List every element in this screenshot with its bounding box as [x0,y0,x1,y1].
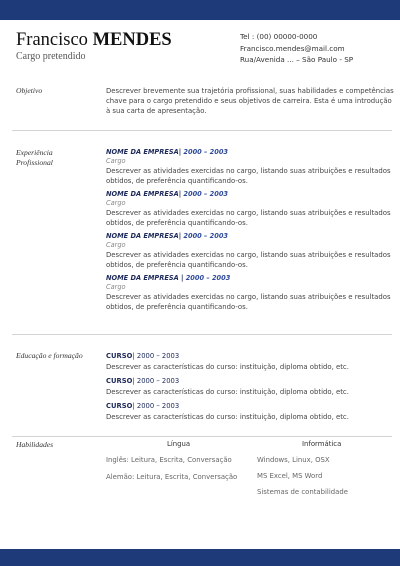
course-title [106,351,396,362]
education-label: Educação e formação [16,351,83,360]
objective-label: Objetivo [16,86,43,95]
job-role: Cargo [106,199,126,207]
job-period: 2000 – 2003 [183,190,228,198]
course-entry [106,376,396,397]
address: Rua/Avenida ... – São Paulo - SP [240,55,354,64]
last-name: MENDES [92,30,172,50]
course-name: CURSO [106,377,133,385]
top-accent-bar [0,0,400,20]
course-title [106,401,396,412]
job-period: 2000 – 2003 [183,148,228,156]
experience-label [16,148,53,168]
course-description: Descrever as características do curso: instituição, diploma obtido, etc. [106,413,349,421]
target-role: Cargo pretendido [16,51,86,62]
course-entry [106,401,396,422]
education-list [106,351,396,426]
job-entry [106,273,396,312]
job-entry [106,231,396,270]
objective-text: Descrever brevemente sua trajetória profissional, suas habilidades e competências chave para o cargo pretendido e seus objetivos de carreira. Esta é uma introdução à sua carta de apresentação. [106,87,394,115]
course-title [106,376,396,387]
job-entry [106,147,396,186]
job-entry [106,189,396,228]
candidate-name [16,30,172,51]
language-item: Alemão: Leitura, Escrita, Conversação [106,473,238,481]
email: Francisco.mendes@mail.com [240,43,345,53]
bottom-accent-bar [0,549,400,566]
job-role: Cargo [106,283,126,291]
languages-heading: Língua [167,440,191,448]
course-name: CURSO [106,402,133,410]
course-period: | 2000 – 2003 [132,352,180,360]
it-item: Windows, Linux, OSX [257,456,330,464]
course-name: CURSO [106,352,133,360]
course-description: Descrever as características do curso: instituição, diploma obtido, etc. [106,388,349,396]
it-item: MS Excel, MS Word [257,472,323,480]
section-divider [12,436,392,437]
job-title [106,147,396,157]
phone: Tel : (00) 00000-0000 [240,32,318,41]
job-description: Descrever as atividades exercidas no cargo, listando suas atribuições e resultados obtidos, de preferência quantificando-os. [106,293,391,311]
job-description: Descrever as atividades exercidas no cargo, listando suas atribuições e resultados obtidos, de preferência quantificando-os. [106,209,391,227]
section-divider [12,130,392,131]
company-name: NOME DA EMPRESA| [106,190,182,198]
job-period: 2000 – 2003 [185,274,231,282]
job-description: Descrever as atividades exercidas no cargo, listando suas atribuições e resultados obtidos, de preferência quantificando-os. [106,251,391,269]
job-title [106,231,396,241]
section-divider [12,334,392,335]
contact-block [240,31,353,66]
job-role: Cargo [106,241,126,249]
job-title [106,189,396,199]
job-title [106,273,396,283]
experience-label-line2: Profissional [16,158,53,167]
job-role: Cargo [106,157,126,165]
job-period: 2000 – 2003 [183,232,228,240]
first-name: Francisco [16,30,88,50]
course-period: | 2000 – 2003 [132,377,180,385]
experience-label-line1: Experiência [16,148,53,157]
course-description: Descrever as características do curso: instituição, diploma obtido, etc. [106,363,349,371]
skills-label: Habilidades [16,440,54,449]
course-period: | 2000 – 2003 [132,402,180,410]
language-item: Inglês: Leitura, Escrita, Conversação [106,456,232,464]
course-entry [106,351,396,372]
company-name: NOME DA EMPRESA| [106,232,182,240]
experience-list [106,147,396,315]
company-name: NOME DA EMPRESA | [106,274,184,282]
it-item: Sistemas de contabilidade [257,488,348,496]
company-name: NOME DA EMPRESA| [106,148,182,156]
it-heading: Informática [302,440,342,448]
job-description: Descrever as atividades exercidas no cargo, listando suas atribuições e resultados obtidos, de preferência quantificando-os. [106,167,391,185]
